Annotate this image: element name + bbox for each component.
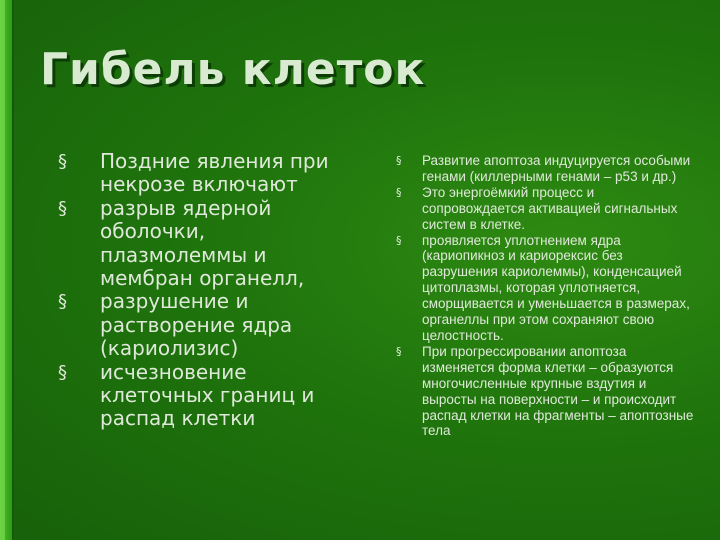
- right-item-text: Развитие апоптоза индуцируется особыми генами (киллерными генами – р53 и др.): [422, 153, 691, 184]
- bullet-icon: §: [58, 151, 67, 172]
- left-accent-strip: [0, 0, 14, 540]
- slide-title: Гибель клеток: [40, 44, 426, 95]
- bullet-icon: §: [396, 154, 402, 167]
- right-list-item: [396, 185, 696, 233]
- left-bullet-list: [58, 150, 358, 431]
- left-list-item: [58, 197, 358, 291]
- right-item-text: При прогрессировании апоптоза изменяется форма клетки – образуются многочисленные крупные вздутия и выросты на поверхности – и происходит распад клетки на фрагменты – апоптозные тела: [422, 343, 694, 439]
- left-list-item: [58, 150, 358, 197]
- bullet-icon: §: [58, 291, 67, 313]
- right-list-item: [396, 344, 696, 439]
- bullet-icon: §: [396, 185, 402, 199]
- left-item-text: разрыв ядерной оболочки, плазмолеммы и мембран органелл,: [100, 195, 305, 291]
- left-item-text: исчезновение клеточных границ и распад клетки: [100, 359, 315, 431]
- left-list-item: [58, 361, 358, 431]
- right-list-item: [396, 153, 696, 185]
- strip-edge: [12, 0, 14, 540]
- bullet-icon: §: [58, 361, 67, 383]
- right-bullet-list: [396, 153, 696, 439]
- left-item-text: разрушение и растворение ядра (кариолизис): [100, 289, 293, 361]
- left-item-text: Поздние явления при некрозе включают: [100, 149, 329, 197]
- right-list-item: [396, 233, 696, 344]
- right-item-text: проявляется уплотнением ядра (кариопикноз и кариорексис без разрушения кариолеммы), конденсацией цитоплазмы, которая уплотняется, сморщивается и уменьшается в размерах, органеллы при этом сохраняют свою целостность.: [422, 232, 690, 343]
- bullet-icon: §: [396, 233, 402, 247]
- left-list-item: [58, 290, 358, 360]
- bullet-icon: §: [58, 197, 67, 219]
- strip-highlight: [0, 0, 5, 540]
- right-item-text: Это энергоёмкий процесс и сопровождается активацией сигнальных систем в клетке.: [422, 184, 678, 232]
- bullet-icon: §: [396, 344, 402, 358]
